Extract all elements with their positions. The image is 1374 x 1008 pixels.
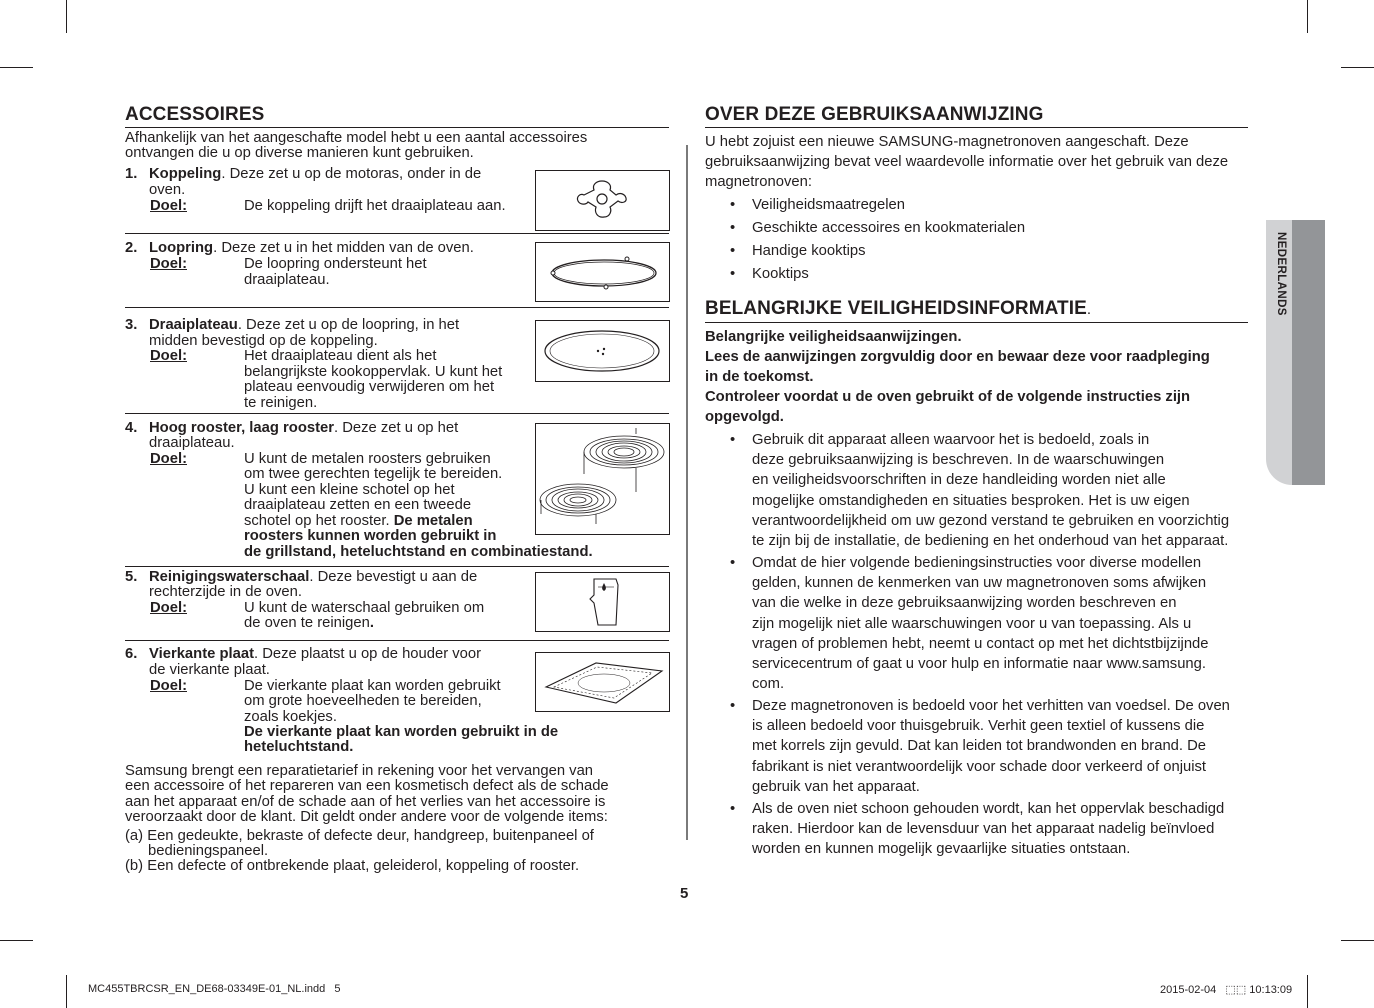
doel-text: te reinigen.: [244, 395, 318, 411]
doel-label: Doel:: [150, 678, 187, 694]
outro-line: veroorzaakt door de klant. Dit geldt onder andere voor de volgende items:: [125, 809, 608, 825]
item-desc: . Deze plaatst u op de houder voor: [254, 646, 482, 662]
item-name: Draaiplateau: [149, 317, 238, 333]
bullet-icon: •: [730, 698, 736, 714]
bullet-icon: •: [730, 197, 736, 213]
waterschaal-image: [535, 572, 670, 632]
safety-text: vragen of problemen hebt, neemt u contact op met het dichtstbijzijnde: [752, 635, 1209, 652]
doel-label: Doel:: [150, 256, 187, 272]
doel-text: U kunt de metalen roosters gebruiken: [244, 451, 491, 467]
bullet-icon: •: [730, 243, 736, 259]
safety-text: fabrikant is niet verantwoordelijk voor schade door verkeerd of onjuist: [752, 758, 1207, 775]
item-name: Loopring: [149, 240, 214, 256]
page-number: 5: [680, 885, 689, 902]
doel-text: De loopring ondersteunt het: [244, 256, 427, 272]
doel-label: Doel:: [150, 600, 187, 616]
item-name: Koppeling: [149, 166, 222, 182]
item-name: Reinigingswaterschaal: [149, 569, 310, 585]
safety-text: gebruik van het apparaat.: [752, 778, 920, 795]
doel-label: Doel:: [150, 198, 187, 214]
safety-text: com.: [752, 676, 785, 693]
safety-text: worden en kunnen mogelijk gevaarlijke situaties ontstaan.: [752, 841, 1131, 858]
crop-mark: [66, 975, 67, 1008]
doel-text: om twee gerechten tegelijk te bereiden.: [244, 466, 503, 482]
section-title-veiligheid: [705, 298, 1248, 323]
doel-label: Doel:: [150, 451, 187, 467]
safety-text: Gebruik dit apparaat alleen waarvoor het is bedoeld, zoals in: [752, 432, 1150, 448]
doel-text: schotel op het rooster.: [244, 513, 394, 529]
safety-text: deze gebruiksaanwijzing is beschreven. In de waarschuwingen: [752, 452, 1165, 469]
item-desc: midden bevestigd op de koppeling.: [149, 333, 378, 349]
item-number: 5.: [125, 569, 138, 585]
item-desc: . Deze zet u in het midden van de oven.: [213, 240, 474, 256]
outro-list-b: (b) Een defecte of ontbrekende plaat, geleiderol, koppeling of rooster.: [125, 858, 580, 874]
title-suffix: .: [1086, 301, 1092, 318]
safety-intro-bold: opgevolgd.: [705, 409, 784, 425]
safety-text: zijn mogelijk niet alle waarschuwingen voor u van toepassing. Als u: [752, 615, 1192, 632]
safety-intro-bold: in de toekomst.: [705, 369, 814, 385]
doel-text: de oven te reinigen: [244, 615, 370, 631]
item-desc: rechterzijde in de oven.: [149, 584, 302, 600]
doel-text: U kunt een kleine schotel op het: [244, 482, 455, 498]
draaiplateau-image: [535, 320, 670, 382]
language-tab-label: NEDERLANDS: [1275, 232, 1287, 316]
doel-text-bold: De vierkante plaat kan worden gebruikt in de: [244, 724, 559, 740]
bullet-icon: •: [730, 220, 736, 236]
safety-text: Als de oven niet schoon gehouden wordt, kan het oppervlak beschadigd: [752, 801, 1225, 817]
item-desc: draaiplateau.: [149, 435, 235, 451]
item-name: Vierkante plaat: [149, 646, 255, 662]
safety-text: raken. Hierdoor kan de levensduur van het apparaat nadelig beïnvloed: [752, 821, 1215, 838]
outro-line: aan het apparaat en/of de schade aan of het verlies van het accessoire is: [125, 794, 606, 810]
bullet-icon: •: [730, 432, 736, 448]
item-number: 6.: [125, 646, 138, 662]
item-separator: [125, 413, 669, 414]
doel-text: zoals koekjes.: [244, 709, 337, 725]
safety-text: van die welke in deze gebruiksaanwijzing worden beschreven en: [752, 595, 1177, 612]
outro-line: een accessoire of het repareren van een kosmetisch defect als de schade: [125, 778, 609, 794]
doel-text: plateau eenvoudig verwijderen om het: [244, 379, 495, 395]
koppeling-image: [535, 170, 670, 231]
crop-mark: [0, 940, 33, 941]
safety-text: te zijn bij de installatie, de bediening en het onderhoud van het apparaat.: [752, 533, 1229, 550]
crop-mark: [1341, 67, 1374, 68]
section-title-gebruiksaanwijzing: OVER DEZE GEBRUIKSAANWIJZING: [705, 104, 1248, 128]
doel-text: Het draaiplateau dient als het: [244, 348, 437, 364]
intro-line: ontvangen die u op diverse manieren kunt gebruiken.: [125, 145, 474, 161]
bullet-icon: •: [730, 555, 736, 571]
section-title-accessoires: ACCESSOIRES: [125, 104, 669, 128]
crop-mark: [1307, 0, 1308, 33]
item-desc: . Deze zet u op het: [334, 420, 459, 436]
item-number: 2.: [125, 240, 138, 256]
rooster-image: [535, 423, 670, 535]
safety-text: Deze magnetronoven is bedoeld voor het verhitten van voedsel. De oven: [752, 698, 1230, 714]
language-tab: [1266, 220, 1325, 485]
item-desc: . Deze zet u op de motoras, onder in de: [221, 166, 482, 182]
item-separator: [125, 566, 669, 567]
item-separator: [125, 640, 669, 641]
item-desc: . Deze bevestigt u aan de: [309, 569, 478, 585]
safety-text: is alleen bedoeld voor thuisgebruik. Verhit geen textiel of kussens die: [752, 718, 1205, 735]
crop-mark: [66, 0, 67, 33]
topic-text: Geschikte accessoires en kookmaterialen: [752, 220, 1026, 236]
item-desc: de vierkante plaat.: [149, 662, 270, 678]
item-number: 1.: [125, 166, 138, 182]
item-number: 4.: [125, 420, 138, 436]
doel-text-bold: roosters kunnen worden gebruikt in: [244, 528, 497, 544]
vierkante-plaat-image: [535, 652, 670, 712]
doel-text: belangrijkste kookoppervlak. U kunt het: [244, 364, 503, 380]
safety-intro-bold: Belangrijke veiligheidsaanwijzingen.: [705, 329, 962, 345]
bullet-icon: •: [730, 266, 736, 282]
intro-line: U hebt zojuist een nieuwe SAMSUNG-magnetronoven aangeschaft. Deze: [705, 134, 1189, 150]
topic-text: Veiligheidsmaatregelen: [752, 197, 906, 213]
crop-mark: [0, 67, 33, 68]
doel-text: om grote hoeveelheden te bereiden,: [244, 693, 482, 709]
item-desc: . Deze zet u op de loopring, in het: [237, 317, 460, 333]
safety-intro-bold: Controleer voordat u de oven gebruikt of de volgende instructies zijn: [705, 389, 1191, 405]
bullet-icon: •: [730, 801, 736, 817]
safety-text: mogelijke omstandigheden en situaties besproken. Het is uw eigen: [752, 492, 1190, 509]
column-divider: [686, 145, 688, 840]
loopring-image: [535, 242, 670, 302]
doel-text: De koppeling drijft het draaiplateau aan.: [244, 198, 506, 214]
doel-text: De vierkante plaat kan worden gebruikt: [244, 678, 501, 694]
topic-text: Kooktips: [752, 266, 809, 282]
footer-timestamp: 2015-02-04 ⬚⬚ 10:13:09: [1160, 984, 1293, 996]
safety-text: Omdat de hier volgende bedieningsinstructies voor diverse modellen: [752, 555, 1202, 571]
safety-text: verantwoordelijkheid om uw gezond verstand te gebruiken en voorzichtig: [752, 512, 1230, 529]
intro-line: Afhankelijk van het aangeschafte model hebt u een aantal accessoires: [125, 130, 588, 146]
intro-line: gebruiksaanwijzing bevat veel waardevolle informatie over het gebruik van deze: [705, 154, 1229, 170]
safety-text: servicecentrum of gaat u voor hulp en informatie naar www.samsung.: [752, 656, 1206, 673]
safety-text: en veiligheidsvoorschriften in deze handleiding worden niet alle: [752, 472, 1166, 489]
crop-mark: [1307, 975, 1308, 1008]
topic-text: Handige kooktips: [752, 243, 866, 259]
doel-label: Doel:: [150, 348, 187, 364]
crop-mark: [1341, 940, 1374, 941]
outro-list-a: (a) Een gedeukte, bekraste of defecte deur, handgreep, buitenpaneel of: [125, 828, 594, 844]
intro-line: magnetronoven:: [705, 174, 812, 190]
doel-text-bold: de grillstand, heteluchtstand en combinatiestand.: [244, 544, 593, 560]
item-number: 3.: [125, 317, 138, 333]
section-title-text: BELANGRIJKE VEILIGHEIDSINFORMATIE: [705, 298, 1087, 319]
doel-text: draaiplateau zetten en een tweede: [244, 497, 472, 513]
doel-text-bold: heteluchtstand.: [244, 739, 354, 755]
footer-filename: MC455TBRCSR_EN_DE68-03349E-01_NL.indd 5: [88, 983, 341, 995]
item-desc: oven.: [149, 182, 186, 198]
item-separator: [125, 307, 669, 308]
doel-text: U kunt de waterschaal gebruiken om: [244, 600, 485, 616]
doel-text: draaiplateau.: [244, 272, 330, 288]
safety-text: gelden, kunnen de kenmerken van uw magnetronoven soms afwijken: [752, 575, 1207, 592]
doel-text-bold: De metalen: [393, 513, 473, 529]
item-name: Hoog rooster, laag rooster: [149, 420, 334, 436]
outro-list-a: bedieningspaneel.: [148, 843, 269, 859]
outro-line: Samsung brengt een reparatietarief in rekening voor het vervangen van: [125, 763, 594, 779]
item-separator: [125, 233, 669, 234]
doel-text-bold: .: [369, 615, 374, 631]
safety-text: met korrels zijn gevuld. Dat kan leiden tot brandwonden en brand. De: [752, 738, 1207, 755]
safety-intro-bold: Lees de aanwijzingen zorgvuldig door en bewaar deze voor raadpleging: [705, 349, 1210, 365]
